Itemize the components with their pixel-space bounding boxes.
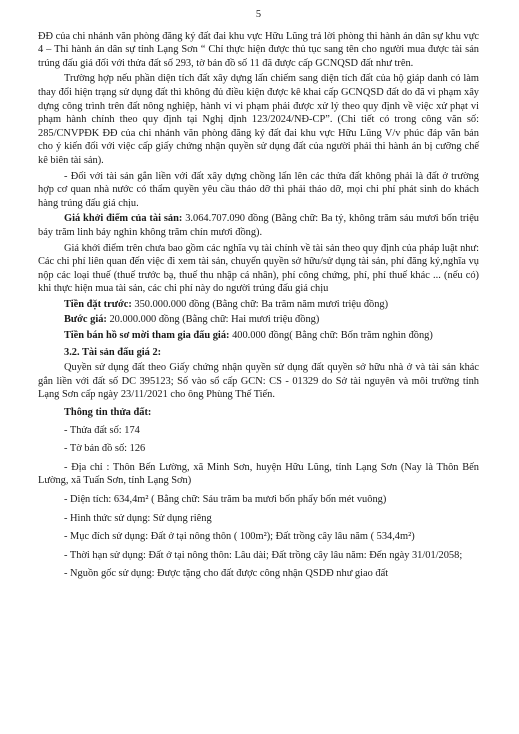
dossier-fee-label: Tiền bán hồ sơ mời tham gia đấu giá: — [64, 330, 230, 342]
deposit-paragraph — [38, 298, 479, 312]
land-info-item: - Địa chỉ : Thôn Bến Lường, xã Minh Sơn, huyện Hữu Lũng, tỉnh Lạng Sơn (Nay là Thôn Bến Lường, xã Tuấn Sơn, tỉnh Lạng Sơn) — [38, 461, 479, 487]
land-info-item: - Tờ bản đồ số: 126 — [64, 443, 146, 455]
land-info-item: - Mục đích sử dụng: Đất ở tại nông thôn ( 100m²); Đất trồng cây lâu năm ( 534,4m²) — [64, 531, 415, 543]
starting-price-label: Giá khởi điểm của tài sản: — [64, 213, 183, 225]
land-info-item: - Nguồn gốc sử dụng: Được tặng cho đất được công nhận QSDĐ như giao đất — [64, 568, 389, 580]
land-info-item: - Hình thức sử dụng: Sử dụng riêng — [64, 512, 212, 524]
section-text: Quyền sử dụng đất theo Giấy chứng nhận quyền sử dụng đất quyền sở hữu nhà ở và tài sản khác gắn liền với đất số DC 395123; Số vào sổ cấp GCN: CS - 01329 do Sở tài nguyên và môi trường tỉnh Lạng Sơn cấp ngày 23/11/2021 cho ông Phùng Thế Tiến. — [38, 362, 479, 401]
step-label: Bước giá: — [64, 314, 107, 326]
dossier-fee-text: 400.000 đồng( Bằng chữ: Bốn trăm nghìn đồng) — [229, 330, 433, 342]
land-info-list — [38, 424, 479, 581]
paragraph-1: ĐĐ của chi nhánh văn phòng đăng ký đất đai khu vực Hữu Lũng trả lời phòng thi hành án dân sự khu vực 4 – Thi hành án dân sự tỉnh Lạng Sơn “ Chỉ thực hiện được thủ tục sang tên cho người mua được tài sản trúng đấu giá đối với thửa đất số 293, tờ bản đồ số 11 đã được cấp GCNQSD đất như trên. — [38, 30, 479, 69]
paragraph-3: - Đối với tài sản gắn liền với đất xây dựng chồng lấn lên các thửa đất không phải là đất ở trường hợp cơ quan nhà nước có thẩm quyền yêu cầu tháo dỡ thì phải tháo dỡ, mọi chi phí phát sinh do khách hàng trúng đấu giá chịu. — [38, 170, 479, 209]
deposit-text: 350.000.000 đồng (Bằng chữ: Ba trăm năm mươi triệu đồng) — [131, 298, 389, 310]
step-paragraph — [38, 313, 479, 327]
deposit-label: Tiền đặt trước: — [64, 298, 132, 310]
info-heading: Thông tin thửa đất: — [64, 407, 152, 419]
paragraph-4: Giá khởi điểm trên chưa bao gồm các nghĩa vụ tài chính về tài sản theo quy định của pháp luật như: Các chi phí liên quan đến việc đi xem tài sản, chuyển quyền sở hữu/sử dụng tài sản, phí đăng ký,nghĩa vụ nộp các loại thuế (thuế trước bạ, thuế thu nhập cá nhân), phí công chứng, phí, phí thuế khác ... (nếu có) khi thực hiện mua tài sản, các chi phí này do người trúng đấu giá chịu — [38, 242, 479, 295]
page-number: 5 — [255, 9, 262, 20]
dossier-fee-paragraph — [38, 329, 479, 343]
land-info-item: - Thửa đất số: 174 — [64, 424, 140, 436]
paragraph-2: Trường hợp nếu phần diện tích đất xây dựng lấn chiếm sang diện tích đất của hộ giáp danh có làm thay đổi hiện trạng sử dụng đất thì không đủ điều kiện được kê khai cấp GCNQSD đất do đã vi phạm xây dựng công trình trên đất nông nghiệp, hành vi vi phạm phải được xử lý theo quy định về việc xử phạt vi phạm hành chính theo quy định tại Nghị định 123/2024/NĐ-CP”. (Chi tiết có trong công văn số: 285/CNVPĐK ĐĐ của chi nhánh văn phòng đăng ký đất đai khu vực Hữu Lũng V/v phúc đáp văn bản cho ý kiến đối với việc cấp giấy chứng nhận quyền sử dụng đất của người phải thi hành án bị cưỡng chế kê biên tài sản). — [38, 73, 479, 166]
land-info-item: - Diện tích: 634,4m² ( Bằng chữ: Sáu trăm ba mươi bốn phẩy bốn mét vuông) — [64, 494, 387, 505]
starting-price-paragraph — [38, 212, 479, 239]
starting-price-text: 3.064.707.090 đồng (Bằng chữ: Ba tỷ, không trăm sáu mươi bốn triệu bảy trăm linh bảy nghìn không trăm chín mươi đồng). — [38, 213, 480, 238]
step-text: 20.000.000 đồng (Bằng chữ: Hai mươi triệu đồng) — [106, 314, 320, 326]
section-heading: 3.2. Tài sản đấu giá 2: — [64, 346, 162, 358]
land-info-item: - Thời hạn sử dụng: Đất ở tại nông thôn: Lâu dài; Đất trồng cây lâu năm: Đến ngày 31/01/2058; — [64, 549, 463, 561]
